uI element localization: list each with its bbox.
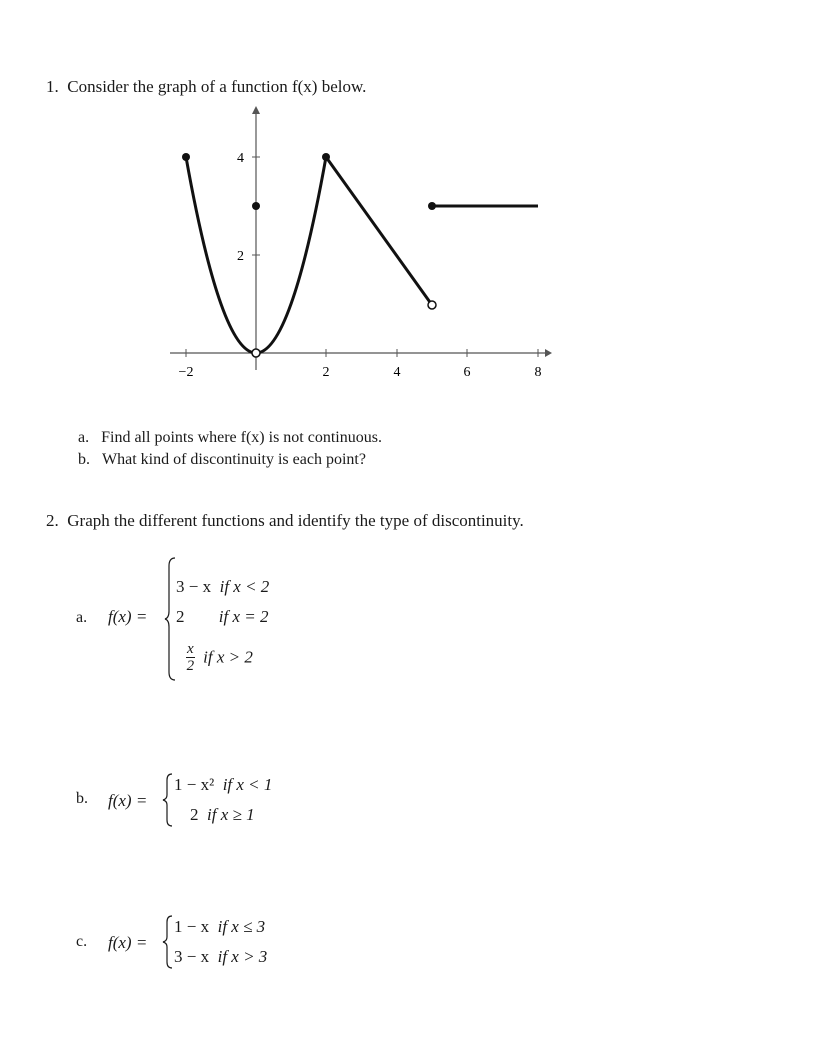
q2-text: Graph the different functions and identify the type of discontinuity. (67, 511, 524, 530)
q2a-case1 (176, 577, 269, 597)
x-axis-arrow (545, 349, 552, 357)
q1-sub-b (78, 451, 366, 469)
q1-sub-a (78, 429, 382, 447)
closed-point-5-3 (428, 202, 436, 210)
q2b-case2-cond: if x ≥ 1 (207, 805, 255, 824)
q2b-case2 (190, 805, 255, 825)
q2b-letter: b. (76, 790, 88, 807)
q2a-letter: a. (76, 609, 88, 626)
closed-point-0-3 (252, 202, 260, 210)
q2a-case3-num: x (187, 641, 194, 657)
label-x-4: 4 (393, 365, 401, 380)
q1-line (46, 77, 366, 97)
label-x-neg2: −2 (178, 365, 194, 380)
q2a-case3 (186, 641, 253, 674)
y-axis-arrow (252, 106, 260, 114)
curve-left-parabola (186, 157, 256, 353)
label-y-2: 2 (237, 249, 244, 264)
q2-number: 2. (46, 511, 59, 530)
function-graph (160, 100, 560, 390)
label-x-6: 6 (463, 365, 471, 380)
q2c-letter: c. (76, 933, 88, 950)
closed-point-2-4 (322, 153, 330, 161)
curve-right-parabola (256, 157, 326, 353)
q2c-case2-expr: 3 − x (174, 947, 210, 966)
label-y-4: 4 (237, 151, 244, 166)
q2b-case1 (174, 775, 272, 795)
q1-text: Consider the graph of a function f(x) below. (67, 77, 367, 96)
q2c-lhs: f(x) = (108, 933, 148, 952)
label-x-2: 2 (322, 365, 330, 380)
q2a-case2 (176, 607, 268, 627)
open-point-0-0 (252, 349, 260, 357)
q2b-lhs: f(x) = (108, 791, 148, 810)
q2b-case2-expr: 2 (190, 805, 199, 824)
q2c-case1 (174, 917, 265, 937)
q2a-case2-cond: if x = 2 (218, 607, 269, 626)
q2-line (46, 511, 524, 531)
q1-sub-a-text: Find all points where f(x) is not continuous. (101, 429, 382, 446)
curve-line-segment (326, 157, 432, 305)
label-x-8: 8 (534, 365, 542, 380)
q2b-case1-cond: if x < 1 (222, 775, 273, 794)
q2b-case1-expr: 1 − x² (174, 775, 215, 794)
q2a-case3-cond: if x > 2 (203, 647, 253, 667)
q1-sub-a-letter: a. (78, 429, 90, 446)
q2a-case3-den: 2 (186, 658, 195, 674)
q2a-case1-cond: if x < 2 (219, 577, 270, 596)
q2c-case1-expr: 1 − x (174, 917, 210, 936)
open-point-5-1 (428, 301, 436, 309)
q2a-case3-fraction (186, 641, 195, 674)
q1-sub-b-text: What kind of discontinuity is each point? (102, 451, 366, 468)
q2b-brace-icon (162, 772, 174, 828)
closed-point-neg2-4 (182, 153, 190, 161)
q2c-case2 (174, 947, 267, 967)
q2c-case2-cond: if x > 3 (217, 947, 268, 966)
q2a-case2-expr: 2 (176, 607, 185, 626)
q2c-case1-cond: if x ≤ 3 (217, 917, 266, 936)
q1-number: 1. (46, 77, 59, 96)
q2c-brace-icon (162, 914, 174, 970)
q1-sub-b-letter: b. (78, 451, 90, 468)
q2a-lhs: f(x) = (108, 607, 148, 626)
q2a-case1-expr: 3 − x (176, 577, 212, 596)
